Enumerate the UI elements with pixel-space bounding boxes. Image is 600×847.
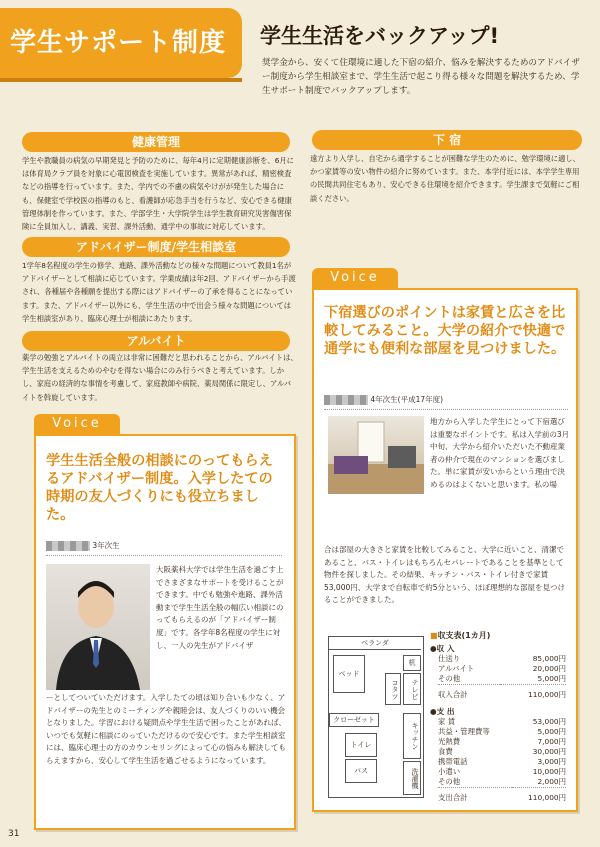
voice1-tab: Voice [34, 414, 120, 434]
voice1-name-row [46, 540, 282, 556]
page-title-tab [0, 8, 242, 78]
lead-title: 学生生活をバックアップ! [260, 24, 500, 48]
lodging-text: 遠方より入学し、自宅から通学することが困難な学生のために、勉学環境に適し、かつ家賃等の安い物件の紹介に努めています。また、本学付近には、本学学生専用の民間共同住宅もあり、安心できる住環境を紹介できます。学生課まで気軽にご相談ください。 [310, 154, 580, 203]
table-row: 共益・管理費等 5,000円 [438, 727, 566, 736]
health-heading: 健康管理 [22, 132, 290, 152]
arbeit-text: 薬学の勉強とアルバイトの両立は非常に困難だと思われることから、アルバイトは、学生生活を支えるためのやむを得ない場合にのみ行うべきと考えています。しかし、家庭の経済的な事情を考慮して、家庭教師や病院、薬局関係に限定し、アルバイトを斡旋しています。 [22, 353, 298, 402]
title-underline [0, 78, 242, 82]
voice1-year: 3年次生 [92, 541, 120, 550]
expense-heading: ●支 出 [430, 707, 455, 716]
page-number: 31 [8, 829, 20, 839]
closet-label: クローゼット [329, 713, 379, 727]
bed-label: ベッド [333, 655, 365, 693]
advisor-text: 1学年8名程度の学生の修学、進路、課外活動などの様々な問題について教員1名がアドバイザーとして相談に応じています。学業成績は年2回、アドバイザーから手渡され、各種届や各種願を提出する際にはアドバイザーの了承を得ることになっています。また、アドバイザー以外にも、学生生活の中で出会う様々な問題については学生相談室があり、臨床心理士が相談にあたります。 [22, 261, 296, 323]
budget-title: ■収支表(1カ月) [430, 631, 491, 640]
table-row: 仕送り 85,000円 [438, 654, 566, 663]
voice1-text-bottom: ーとしてついていただけます。入学したての頃は知り合いも少なく、アドバイザーの先生とのミーティングや親睦会は、友人づくりのいい機会となりました。学習における疑問点や学生生活で困ったことがあれば、いつでも気軽に相談にのっていただけるので安心です。また学生相談室には、臨床心理士の方のカウンセリングによって心の悩みも解決してもらえますから、安心して学生生活を過ごせるようになっています。 [46, 693, 286, 765]
income-heading: ●収 入 [430, 644, 455, 653]
voice2-year: 4年次生(平成17年度) [370, 395, 444, 404]
arbeit-heading: アルバイト [22, 331, 290, 351]
voice1-text-right: 大阪薬科大学では学生生活を過ごす上でさまざまなサポートを受けることができます。中でも勉強や進路、課外活動まで学生生活全般の幅広い相談にのってもらえるのが「アドバイザー制度」です。各学年8名程度の学生に対し、一人の先生がアドバイザ [156, 565, 284, 650]
table-row: 携帯電話 3,000円 [438, 757, 566, 766]
kitchen-label: キッチン [403, 713, 421, 759]
veranda-label: ベランダ [329, 637, 421, 650]
room-icon [328, 416, 424, 494]
toilet-label: トイレ [345, 733, 377, 757]
floor-plan [328, 636, 424, 798]
blurred-name [324, 395, 368, 405]
tv-label: テレビ [403, 673, 421, 705]
table-row: 光熱費 7,000円 [438, 737, 566, 746]
table-row: その他 2,000円 [438, 777, 566, 786]
voice2-text-bottom: 合は部屋の大きさと家賃を比較してみること、大学に近いこと、清潔であること、バス・トイレはもちろんセパレートであることを基準として物件を探しました。その結果、キッチン・バス・トイレ付きで家賃53,000円、大学まで自転車で約5分という、ほぼ理想的な部屋を見つけることができました。 [324, 545, 566, 605]
voice2-card [312, 288, 578, 812]
table-row: アルバイト 20,000円 [438, 664, 566, 673]
voice2-tab: Voice [312, 268, 398, 288]
table-row: 収入合計 110,000円 [438, 685, 566, 701]
student-photo [46, 564, 150, 690]
voice1-quote: 学生生活全般の相談にのってもらえるアドバイザー制度。入学したての時期の友人づくりにも役立ちました。 [46, 453, 273, 523]
advisor-heading: アドバイザー制度/学生相談室 [22, 237, 290, 257]
table-row: その他 5,000円 [438, 674, 566, 683]
page-title: 学生サポート制度 [10, 28, 227, 58]
kotatsu-label: コタツ [385, 673, 401, 705]
voice2-quote: 下宿選びのポイントは家賃と広さを比較してみること。大学の紹介で快適で通学にも便利な部屋を見つけました。 [324, 305, 566, 357]
health-text: 学生や教職員の病気の早期発見と予防のために、毎年4月に定期健康診断を、6月には体育局クラブ員を対象に心電図検査を実施しています。異常があれば、精密検査などの指導を行っています。また、学内での不慮の病気やけがが発生した場合にも、保健室で学校医の指導のもと、看護師が応急手当を行うなど、安心できる健康管理体制を作っています。また、学部学生・大学院学生は学生教育研究災害傷害保険に全員加入し、講義、実習、課外活動、通学中の事故に対応しています。 [22, 156, 294, 232]
income-table [438, 654, 566, 700]
student-portrait-icon [46, 564, 150, 690]
blurred-name [46, 541, 90, 551]
room-photo [328, 416, 424, 494]
voice2-name-row [324, 394, 568, 410]
desk-label: 机 [403, 655, 421, 671]
lodging-heading: 下 宿 [312, 130, 582, 150]
voice2-text-right: 地方から入学した学生にとって下宿選びは重要なポイントです。私は入学前の3月中旬、大学から紹介いただいた不動産業者の仲介で現在のマンションを選びました。単に家賃が安いからという理由で決めるのはよくないと思います。私の場 [430, 417, 570, 489]
expense-table [438, 717, 566, 803]
budget-table [430, 630, 570, 803]
lead-text: 奨学金から、安くて住環境に適した下宿の紹介、悩みを解決するためのアドバイザー制度から学生相談室まで、学生生活で起こり得る様々な問題を解決するため、学生サポート制度でバックアップします。 [262, 58, 580, 96]
voice1-card [34, 434, 296, 830]
table-row: 家 賃 53,000円 [438, 717, 566, 726]
table-row: 支出合計 110,000円 [438, 788, 566, 804]
table-row: 小遣い 10,000円 [438, 767, 566, 776]
table-row: 食費 30,000円 [438, 747, 566, 756]
washer-label: 洗濯機 [403, 761, 421, 795]
bath-label: バス [345, 759, 377, 783]
